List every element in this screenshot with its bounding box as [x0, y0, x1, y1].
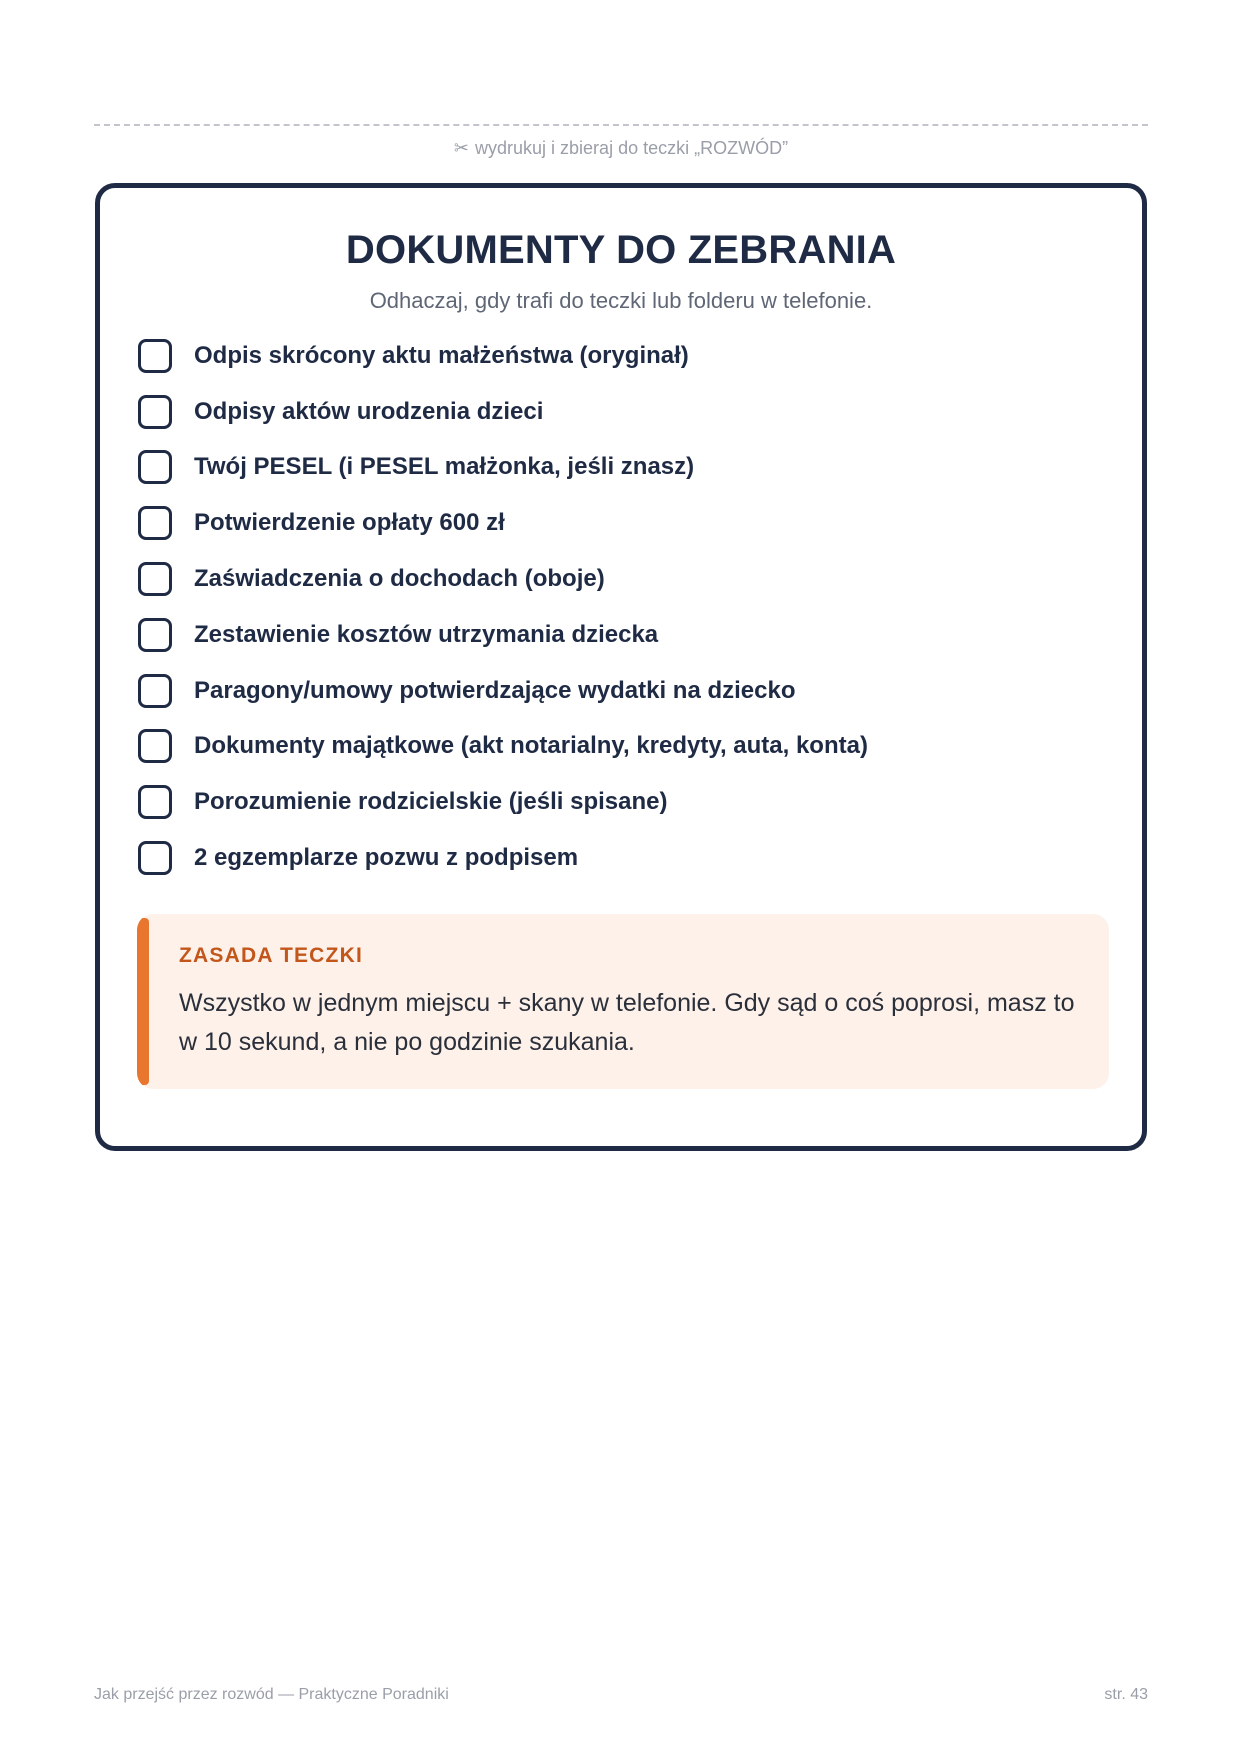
tip-heading: ZASADA TECZKI: [179, 944, 363, 967]
checkbox[interactable]: [138, 785, 172, 819]
checklist-item: [138, 495, 1098, 551]
checkbox[interactable]: [138, 506, 172, 540]
checkbox[interactable]: [138, 395, 172, 429]
card-subtitle: Odhaczaj, gdy trafi do teczki lub folderu w telefonie.: [369, 288, 873, 313]
tip-text: Wszystko w jednym miejscu + skany w telefonie. Gdy sąd o coś poprosi, masz to w 10 sekund, a nie po godzinie szukania.: [179, 989, 1075, 1056]
footer-book-title: Jak przejść przez rozwód — Praktyczne Poradniki: [94, 1686, 449, 1703]
checklist-item-label: Dokumenty majątkowe (akt notarialny, kredyty, auta, konta): [194, 732, 868, 760]
cut-line: [94, 124, 1148, 126]
checkbox[interactable]: [138, 729, 172, 763]
tip-callout: [137, 914, 1109, 1089]
tip-accent-bar: [137, 918, 149, 1085]
checklist-item: [138, 328, 1098, 384]
scissors-icon: ✂: [453, 138, 470, 158]
cut-caption-text: wydrukuj i zbieraj do teczki „ROZWÓD”: [475, 138, 789, 158]
checklist-item: [138, 551, 1098, 607]
checkbox[interactable]: [138, 674, 172, 708]
checklist-item-label: Zestawienie kosztów utrzymania dziecka: [194, 620, 659, 648]
checkbox[interactable]: [138, 841, 172, 875]
checklist-item: [138, 774, 1098, 830]
checklist-item: [138, 830, 1098, 886]
checklist-item-label: Zaświadczenia o dochodach (oboje): [194, 565, 605, 593]
card-title: DOKUMENTY DO ZEBRANIA: [345, 228, 897, 272]
checkbox[interactable]: [138, 339, 172, 373]
checklist-item-label: Potwierdzenie opłaty 600 zł: [194, 509, 505, 537]
checkbox[interactable]: [138, 450, 172, 484]
checkbox[interactable]: [138, 618, 172, 652]
checklist-item: [138, 663, 1098, 719]
checklist-item-label: Porozumienie rodzicielskie (jeśli spisane): [194, 788, 668, 816]
checklist-item: [138, 719, 1098, 775]
checklist-item-label: 2 egzemplarze pozwu z podpisem: [194, 844, 579, 872]
document-checklist: [138, 328, 1098, 886]
page-number: str. 43: [1104, 1686, 1148, 1703]
checklist-item: [138, 607, 1098, 663]
checkbox[interactable]: [138, 562, 172, 596]
checklist-item-label: Odpisy aktów urodzenia dzieci: [194, 397, 544, 425]
checklist-item: [138, 384, 1098, 440]
cut-caption: [94, 138, 1148, 159]
checklist-item-label: Paragony/umowy potwierdzające wydatki na dziecko: [194, 676, 796, 704]
checklist-item: [138, 440, 1098, 496]
checklist-item-label: Odpis skrócony aktu małżeństwa (oryginał): [194, 341, 689, 369]
checklist-item-label: Twój PESEL (i PESEL małżonka, jeśli znasz): [194, 453, 695, 481]
documents-checklist-card: [95, 183, 1147, 1151]
